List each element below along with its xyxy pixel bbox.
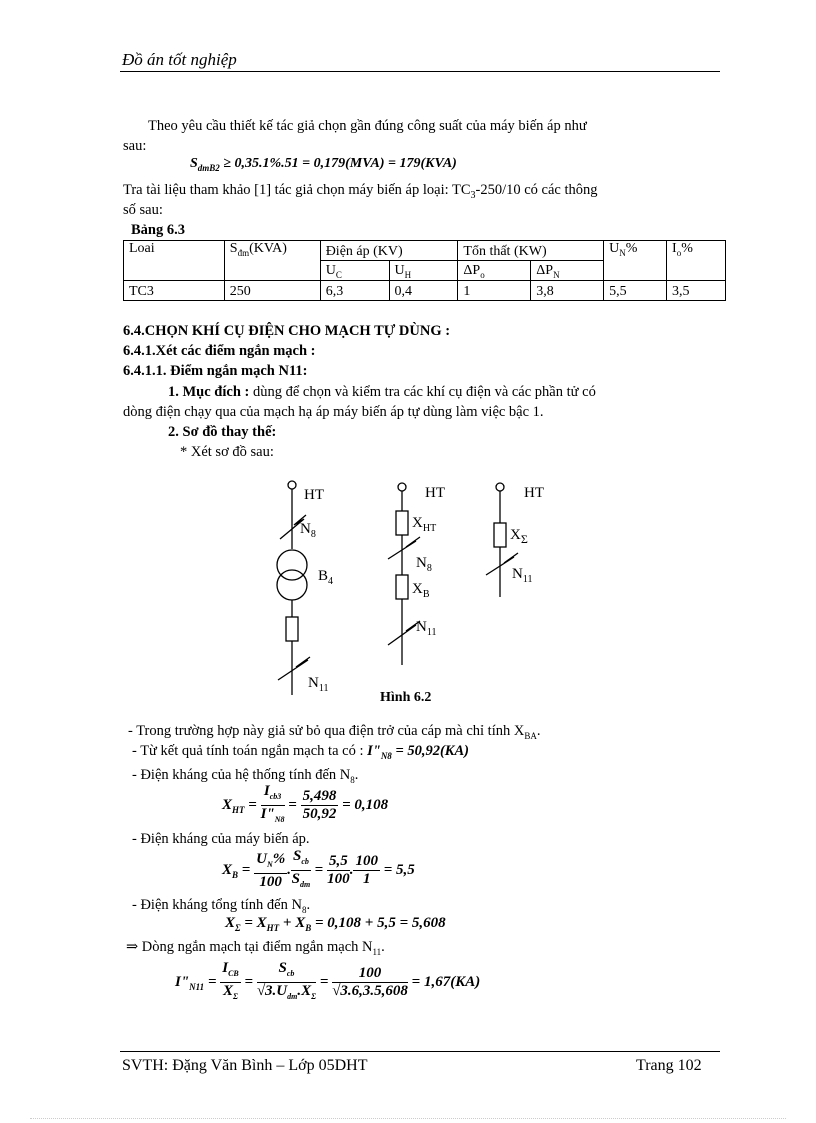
equivalent-circuit-figure [260,475,560,705]
diagram-note: * Xét sơ đồ sau: [180,444,274,460]
table-cell-dpn: 3,8 [531,281,604,301]
reference-line-2: số sau: [123,202,163,218]
intro-line-2: sau: [123,138,147,154]
calc-line-4: - Điện kháng của máy biến áp. [132,831,310,847]
fig-label-ht-2: HT [425,485,445,501]
footer-author: SVTH: Đặng Văn Bình – Lớp 05DHT [122,1057,368,1074]
formula-xsum: $X_\Sigma = X_{HT} + X_B = 0,108 + 5,5 = 5,608$ [225,915,446,933]
capacity-formula: $S_{dmB2} \ge 0,35.1\%.51 = 0,179(MVA) = 179(KVA)$ [190,156,457,173]
fig-label-ht-3: HT [524,485,544,501]
table-cell-uc: 6,3 [320,281,389,301]
table-cell-loai: TC3 [124,281,225,301]
table-header-sdm: $S_{đm}(KVA)$ [224,241,320,281]
calc-line-1: - Trong trường hợp này giả sử bỏ qua điện trở của cáp mà chỉ tính $X_{BA}$. [128,723,541,741]
page-bottom-border [30,1118,786,1119]
calc-line-3: - Điện kháng của hệ thống tính đến $N_8$. [132,767,359,785]
footer-page-number: Trang 102 [636,1057,702,1074]
calc-line-6: ⇒ Dòng ngắn mạch tại điểm ngắn mạch $N_{11}$. [126,939,385,957]
table-subheader-uh: $U_H$ [389,261,458,281]
fig-label-xht: $X_{HT}$ [412,515,437,534]
table-header-voltage: Điện áp (KV) [320,241,458,261]
intro-line-1: Theo yêu cầu thiết kế tác giả chọn gần đúng công suất của máy biến áp như [148,118,587,134]
diagram-heading: 2. Sơ đồ thay thế: [168,424,277,440]
fig-label-xsum: $X_\Sigma$ [510,527,528,546]
fig-label-ht-1: HT [304,487,324,503]
fig-label-n8-1: $N_8$ [300,521,316,540]
fig-label-b4: $B_4$ [318,568,334,587]
transformer-spec-table [123,240,726,301]
table-subheader-uc: $U_C$ [320,261,389,281]
table-header-loai: Loai [124,241,225,281]
calc-line-5: - Điện kháng tổng tính đến $N_8$. [132,897,311,915]
figure-caption: Hình 6.2 [380,690,432,705]
purpose-line-1: 1. Mục đích : dùng để chọn và kiểm tra các khí cụ điện và các phần tử có [168,384,596,400]
table-header-un: $U_N\%$ [604,241,667,281]
reference-line-1: Tra tài liệu tham khảo [1] tác giả chọn máy biến áp loại: $TC_3-250/10$ có các thông [123,182,598,201]
fig-label-n11-3: $N_{11}$ [512,566,533,585]
table-cell-dpo: 1 [458,281,531,301]
section-6-4-heading: 6.4.CHỌN KHÍ CỤ ĐIỆN CHO MẠCH TỰ DÙNG : [123,323,451,339]
table-cell-sdm: 250 [224,281,320,301]
table-subheader-dpo: $\Delta P_o$ [458,261,531,281]
header-rule [120,71,720,72]
table-cell-un: 5,5 [604,281,667,301]
page-header-title: Đồ án tốt nghiệp [122,50,237,69]
formula-in11: $I"_{N11}$ = $\frac{I_{CB}}{X_\Sigma}$ = $\frac{S_{cb}}{√3.U_{dm}.X_\Sigma}$ = $\frac{100}{√3.6,3.5,608}$ = 1,67(KA) [175,960,481,1001]
section-6-4-1-1-heading: 6.4.1.1. Điểm ngắn mạch N11: [123,363,308,379]
fig-label-xb: $X_B$ [412,581,430,600]
fig-label-n11-2: $N_{11}$ [416,619,437,638]
table-cell-uh: 0,4 [389,281,458,301]
table-header-io: $I_o\%$ [667,241,726,281]
table-subheader-dpn: $\Delta P_N$ [531,261,604,281]
fig-label-n11-1: $N_{11}$ [308,675,329,694]
calc-line-2: - Từ kết quả tính toán ngắn mạch ta có : $I"_{N8} = 50,92(KA)$ [132,743,469,761]
footer-rule [120,1051,720,1052]
formula-xht: $X_{HT}$ = $\frac{I_{cb3}}{I"_{N8}}$ = $\frac{5,498}{50,92}$ = 0,108 [222,783,389,824]
table-cell-io: 3,5 [667,281,726,301]
fig-label-n8-2: $N_8$ [416,555,432,574]
section-6-4-1-heading: 6.4.1.Xét các điểm ngắn mạch : [123,343,316,359]
table-header-losses: Tổn thất (KW) [458,241,604,261]
formula-xb: $X_B$ = $\frac{U_N\%}{100}$ . $\frac{S_{cb}}{S_{dm}}$ = $\frac{5,5}{100}$ . $\frac{100}{1}$ = 5,5 [222,848,415,890]
purpose-line-2: dòng điện chạy qua của mạch hạ áp máy biến áp tự dùng làm việc bậc 1. [123,404,544,420]
table-caption: Bảng 6.3 [131,222,185,238]
